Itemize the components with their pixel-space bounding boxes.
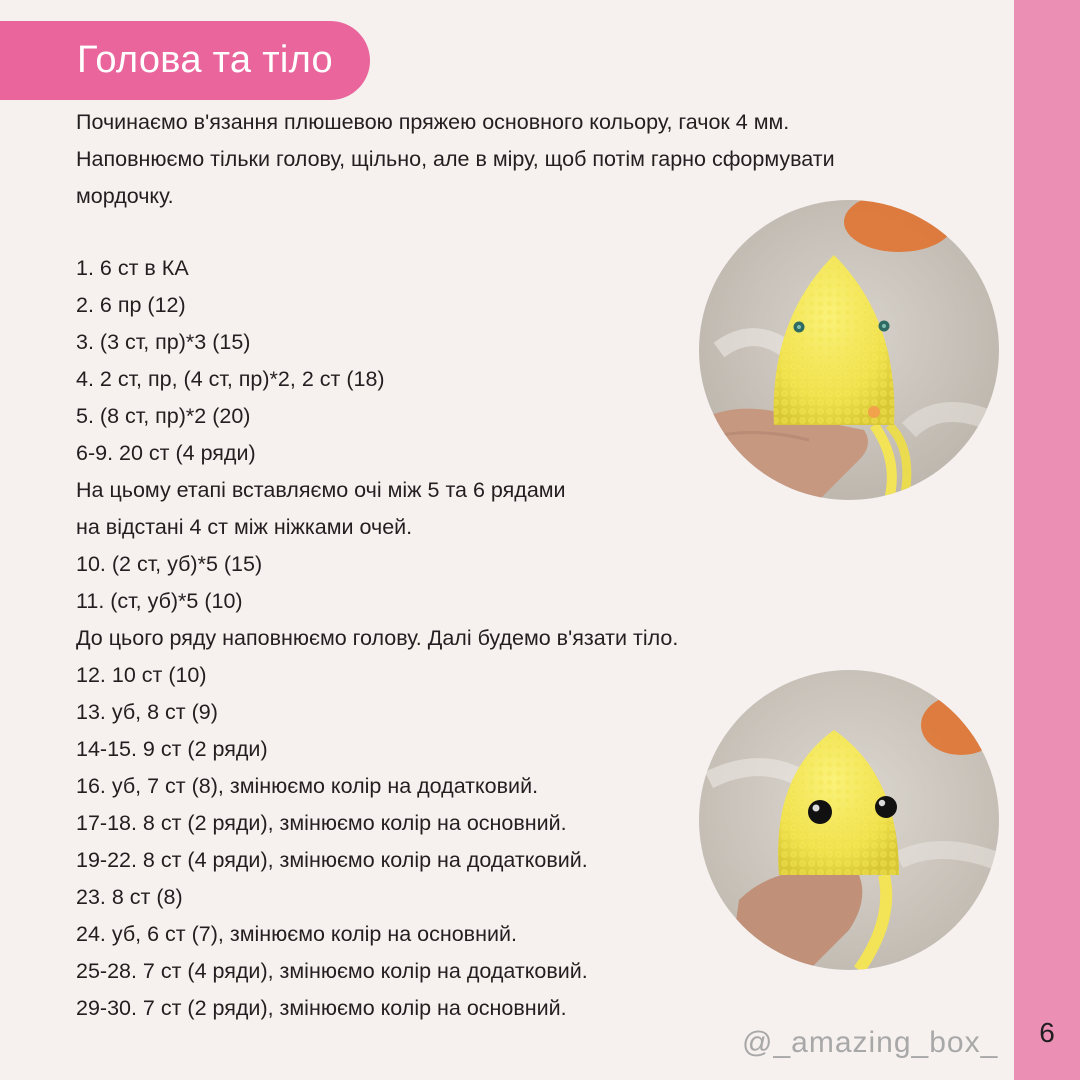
pattern-row: 17-18. 8 ст (2 ряди), змінюємо колір на основний. — [76, 811, 567, 835]
side-accent-strip — [1014, 0, 1080, 1080]
pattern-row: 4. 2 ст, пр, (4 ст, пр)*2, 2 ст (18) — [76, 367, 385, 391]
pattern-row: 25-28. 7 ст (4 ряди), змінюємо колір на додатковий. — [76, 959, 588, 983]
intro-line: Починаємо в'язання плюшевою пряжею основного кольору, гачок 4 мм. — [76, 110, 790, 134]
page-number: 6 — [1039, 1017, 1055, 1048]
pattern-note: на відстані 4 ст між ніжками очей. — [76, 515, 413, 539]
pattern-note: До цього ряду наповнюємо голову. Далі будемо в'язати тіло. — [76, 626, 679, 650]
pattern-row: 19-22. 8 ст (4 ряди), змінюємо колір на додатковий. — [76, 848, 588, 872]
pattern-row: 11. (ст, уб)*5 (10) — [76, 589, 243, 613]
pattern-row: 10. (2 ст, уб)*5 (15) — [76, 552, 263, 576]
pattern-note: На цьому етапі вставляємо очі між 5 та 6 рядами — [76, 478, 566, 502]
pattern-row: 3. (3 ст, пр)*3 (15) — [76, 330, 251, 354]
pattern-row: 5. (8 ст, пр)*2 (20) — [76, 404, 251, 428]
pattern-row: 29-30. 7 ст (2 ряди), змінюємо колір на основний. — [76, 996, 567, 1020]
pattern-instructions — [76, 250, 776, 1027]
pattern-row: 23. 8 ст (8) — [76, 885, 183, 909]
pattern-row: 14-15. 9 ст (2 ряди) — [76, 737, 268, 761]
pattern-row: 13. уб, 8 ст (9) — [76, 700, 218, 724]
photo-head-small-eyes — [699, 200, 999, 500]
photo-head-black-eyes — [699, 670, 999, 970]
page-title: Голова та тіло — [77, 39, 333, 81]
pattern-row: 2. 6 пр (12) — [76, 293, 186, 317]
pattern-row: 16. уб, 7 ст (8), змінюємо колір на додатковий. — [76, 774, 539, 798]
instagram-handle: @_amazing_box_ — [742, 1026, 999, 1059]
pattern-row: 1. 6 ст в КА — [76, 256, 189, 280]
pattern-row: 24. уб, 6 ст (7), змінюємо колір на основний. — [76, 922, 517, 946]
pattern-row: 12. 10 ст (10) — [76, 663, 207, 687]
intro-line: Наповнюємо тільки голову, щільно, але в міру, щоб потім гарно сформувати — [76, 147, 835, 171]
title-banner — [0, 21, 370, 100]
intro-line: мордочку. — [76, 184, 174, 208]
intro-text — [76, 104, 976, 215]
pattern-row: 6-9. 20 ст (4 ряди) — [76, 441, 256, 465]
